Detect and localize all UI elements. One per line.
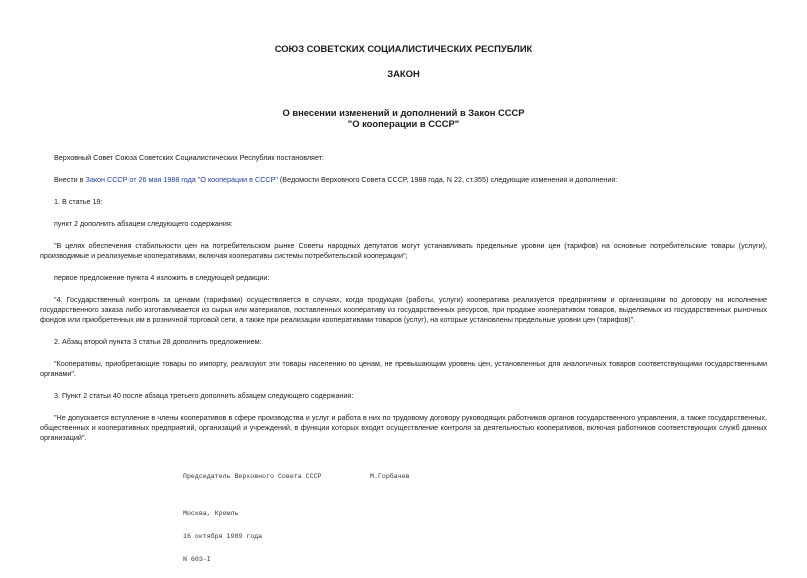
document-title [40,107,767,129]
preamble-paragraph: Верховный Совет Союза Советских Социалистических Республик постановляет: [54,153,324,162]
signature-row [183,473,767,481]
signatory-position: Председатель Верховного Совета СССР [183,473,322,481]
union-heading: СОЮЗ СОВЕТСКИХ СОЦИАЛИСТИЧЕСКИХ РЕСПУБЛИК [274,43,533,54]
item-1-paragraph: 1. В статье 19: [54,197,103,206]
item-1-quote-2-paragraph: "4. Государственный контроль за ценами (тарифами) осуществляется в случаях, когда продукция (работы, услуги) кооператива реализуется предприятиям и организациям по договору на исполнение государственного заказа либо изготавливается из сырья или материалов, поставленных кооперативу из государственных ресурсов, при продаже кооперативом товаров, выделяемых из государственных рыночных фондов или приобретенных им в розничной торговой сети, а также при реализации кооперативами товаров (услуг), на которые установлены предельные уровни цен (тарифов)". [40,295,767,324]
item-2-paragraph: 2. Абзац второй пункта 3 статьи 28 дополнить предложением: [54,337,262,346]
law-link[interactable]: Закон СССР от 26 мая 1988 года "О кооперации в СССР" [85,175,278,184]
item-1-quote-1-paragraph: "В целях обеспечения стабильности цен на потребительском рынке Советы народных депутатов могут устанавливать предельные уровни цен (тарифов) на основные потребительские товары (услуги), производимые и реализуемые кооперативами, включая кооперативы системы потребительской кооперации"; [40,241,767,260]
signatory-name: М.Горбачев [370,473,410,481]
intro-text-after: (Ведомости Верховного Совета СССР, 1988 года, N 22, ст.355) следующие изменения и дополнения: [277,175,618,184]
item-2-quote-paragraph: "Кооперативы, приобретающие товары по импорту, реализуют эти товары населению по ценам, не превышающим уровень цен, установленных для аналогичных товаров соответствующими государственными органами". [40,359,767,378]
item-3-quote-paragraph: "Не допускается вступление в члены кооперативов в сфере производства и услуг и работа в них по трудовому договору руководящих работников органов государственного управления, а также государственных, общественных и кооперативных предприятий, организаций и учреждений, в функции которых входит осуществление контроля за деятельностью кооперативов, включая работников соответствующих служб данных организаций". [40,413,767,442]
title-line-2: "О кооперации в СССР" [347,118,460,129]
item-3-paragraph: 3. Пункт 2 статьи 40 после абзаца третьего дополнить абзацем следующего содержания: [54,391,354,400]
intro-paragraph [40,175,767,185]
signing-date: 16 октября 1989 года [183,532,263,540]
document-body [40,153,767,443]
document-type-heading: ЗАКОН [387,68,420,79]
document-number: N 603-I [183,555,211,563]
item-1-sub-2-paragraph: первое предложение пункта 4 изложить в следующей редакции: [54,273,270,282]
item-1-sub-1-paragraph: пункт 2 дополнить абзацем следующего содержания: [54,219,233,228]
intro-text-before: Внести в [54,175,86,184]
title-line-1: О внесении изменений и дополнений в Закон СССР [282,107,525,118]
signing-place: Москва, Кремль [183,509,239,517]
signature-block [40,458,767,578]
